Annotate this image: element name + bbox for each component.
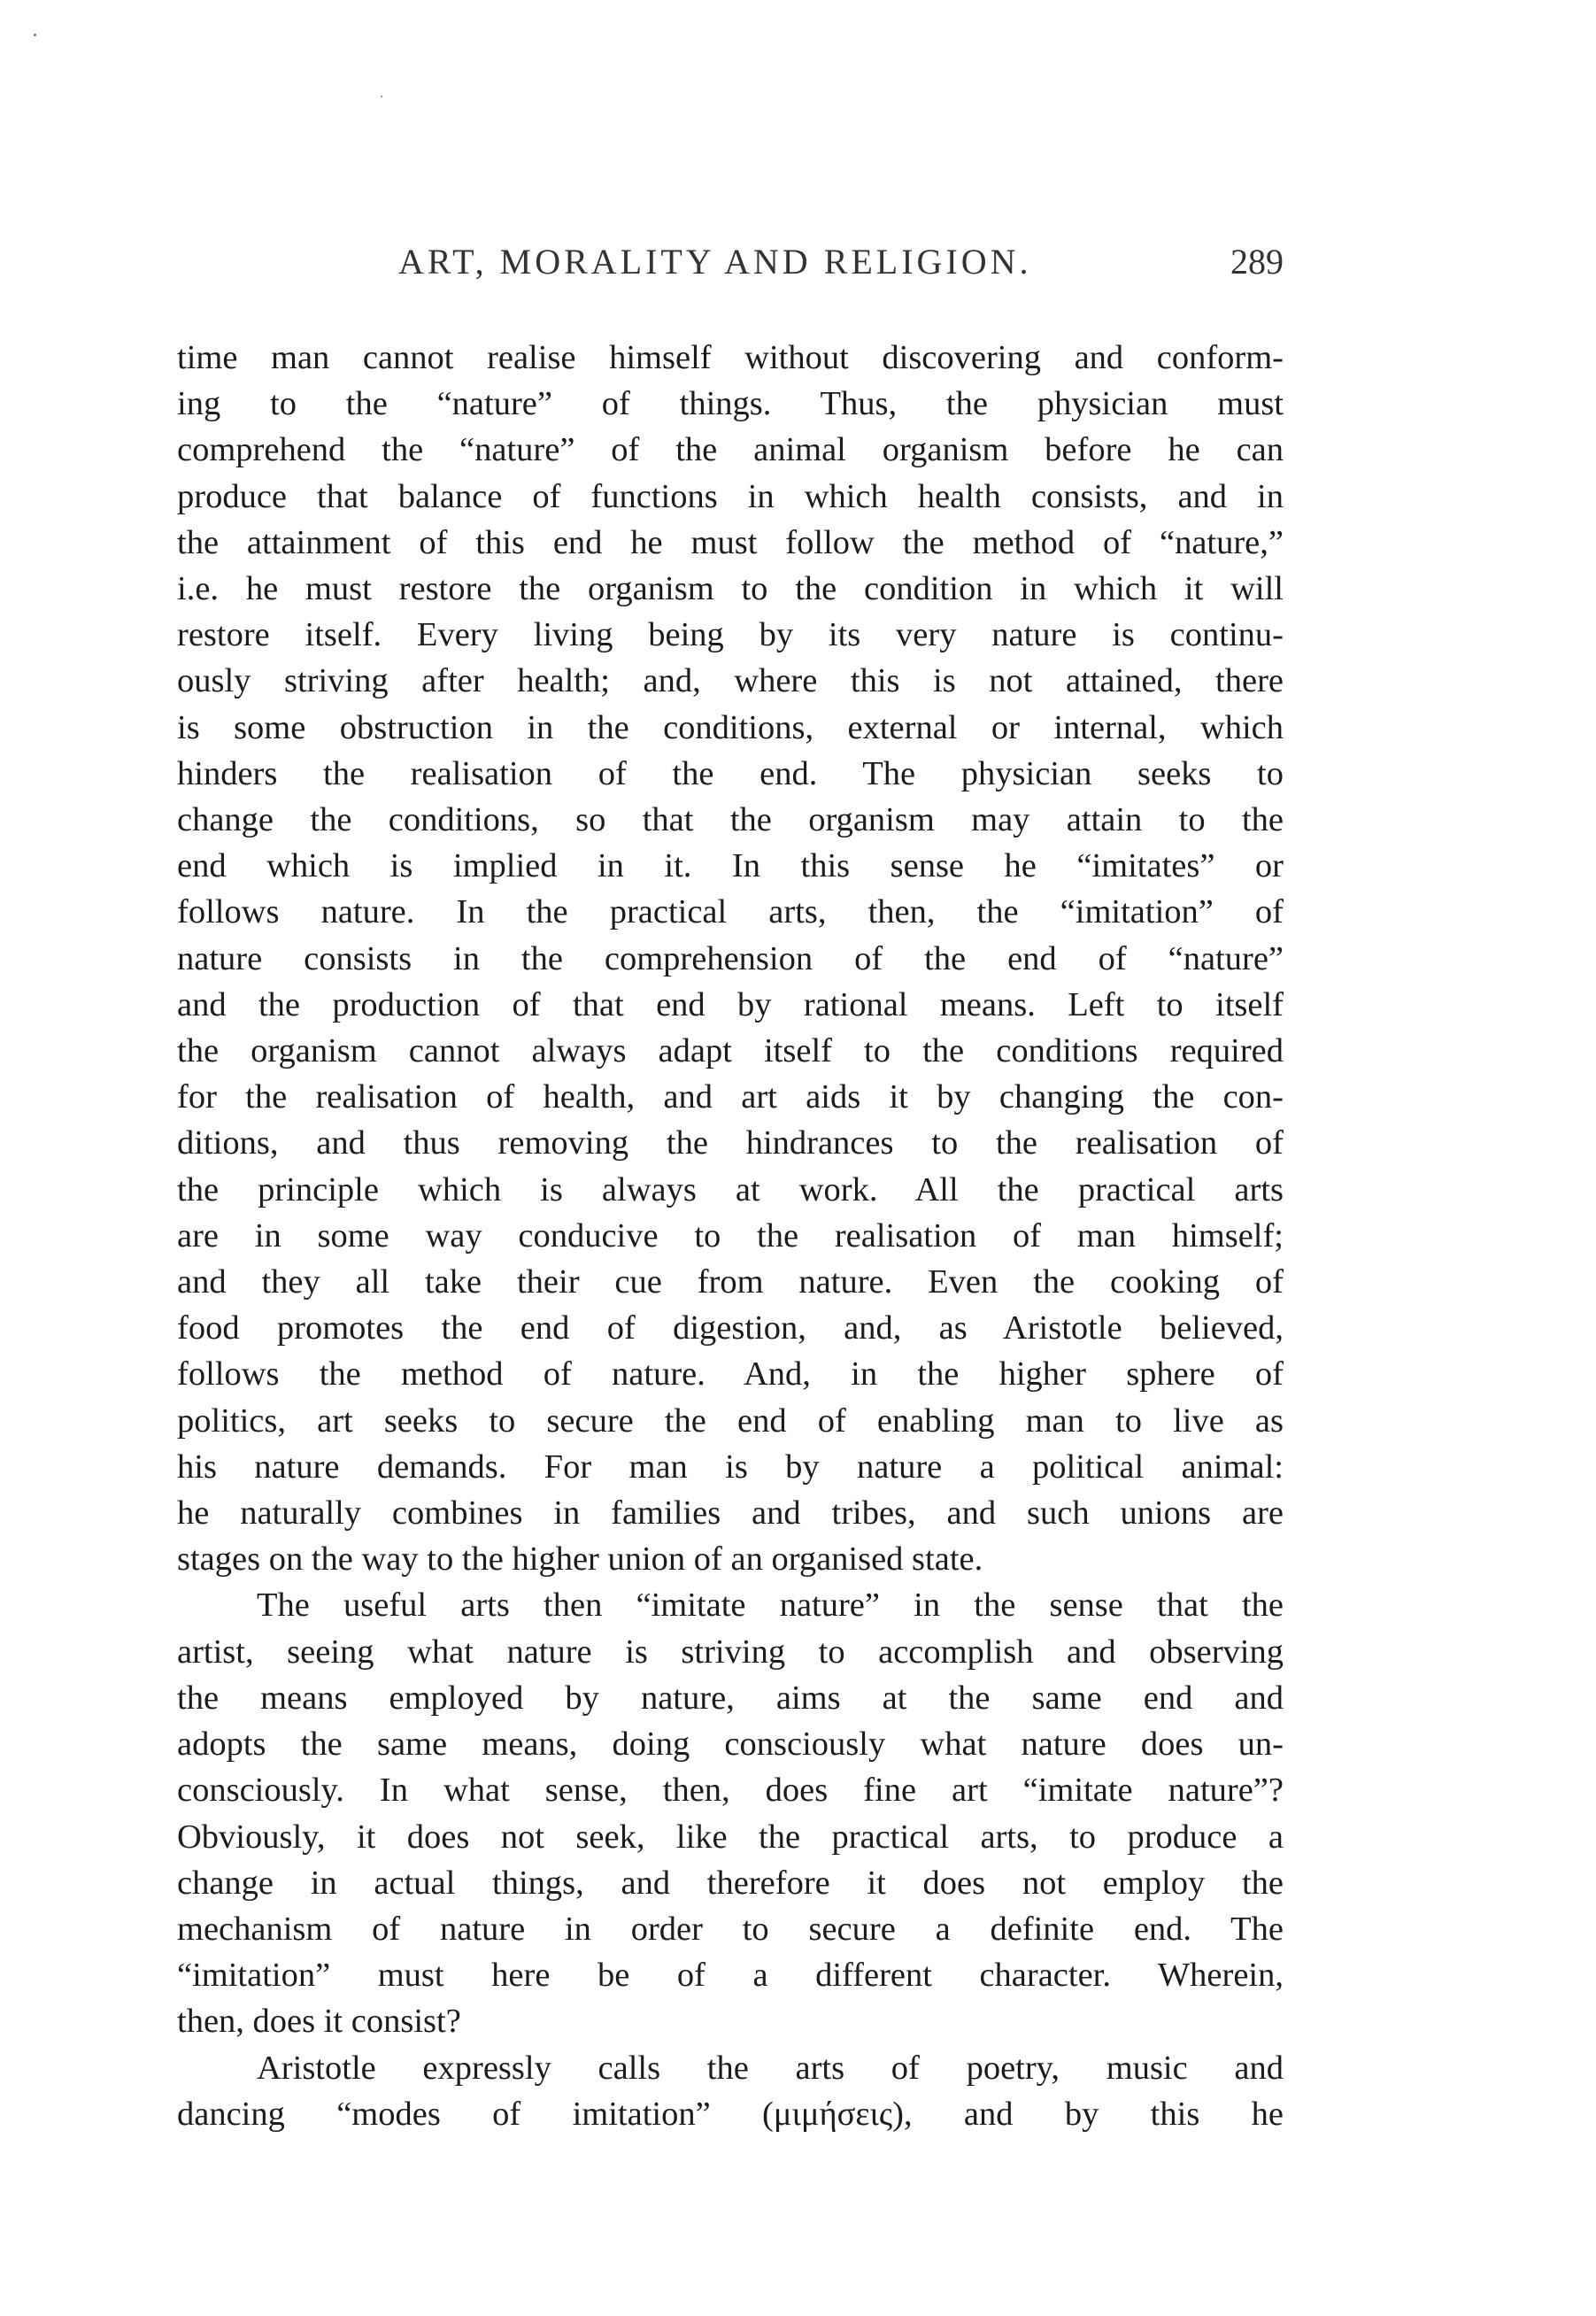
text-line: change in actual things, and therefore it does not employ the	[177, 1864, 1284, 1902]
text-line: food promotes the end of digestion, and, as Aristotle believed,	[177, 1309, 1284, 1347]
text-line: mechanism of nature in order to secure a definite end. The	[177, 1910, 1284, 1948]
text-line: produce that balance of functions in which health consists, and in	[177, 477, 1284, 515]
scan-speck	[34, 34, 36, 36]
text-line: ing to the “nature” of things. Thus, the physician must	[177, 385, 1284, 423]
text-line: then, does it consist?	[177, 2003, 461, 2041]
paragraph-start-line: Aristotle expressly calls the arts of poetry, music and	[257, 2049, 1284, 2087]
text-line: hinders the realisation of the end. The physician seeks to	[177, 754, 1284, 792]
text-line: for the realisation of health, and art aids it by changing the con-	[177, 1078, 1284, 1116]
scan-speck	[381, 96, 382, 97]
text-line: end which is implied in it. In this sense he “imitates” or	[177, 847, 1284, 885]
text-line: ditions, and thus removing the hindrances to the realisation of	[177, 1124, 1284, 1162]
text-line: artist, seeing what nature is striving to accomplish and observing	[177, 1633, 1284, 1671]
text-line: is some obstruction in the conditions, external or internal, which	[177, 708, 1284, 746]
paragraph-start-line: The useful arts then “imitate nature” in the sense that the	[257, 1586, 1284, 1625]
text-line: stages on the way to the higher union of an organised state.	[177, 1540, 983, 1579]
running-head: ART, MORALITY AND RELIGION.	[398, 242, 1032, 282]
text-line: ously striving after health; and, where this is not attained, there	[177, 662, 1284, 700]
text-line: the organism cannot always adapt itself to the conditions required	[177, 1032, 1284, 1070]
text-line: his nature demands. For man is by nature a political animal:	[177, 1448, 1284, 1486]
text-line: the attainment of this end he must follow the method of “nature,”	[177, 523, 1284, 561]
text-line: nature consists in the comprehension of the end of “nature”	[177, 939, 1284, 977]
text-line: are in some way conducive to the realisation of man himself;	[177, 1216, 1284, 1254]
text-line: comprehend the “nature” of the animal organism before he can	[177, 431, 1284, 469]
text-line: and they all take their cue from nature. Even the cooking of	[177, 1263, 1284, 1301]
text-line: the means employed by nature, aims at the same end and	[177, 1679, 1284, 1717]
text-line: “imitation” must here be of a different character. Wherein,	[177, 1957, 1284, 1995]
text-line: follows the method of nature. And, in the higher sphere of	[177, 1355, 1284, 1393]
text-line: he naturally combines in families and tribes, and such unions are	[177, 1494, 1284, 1532]
text-line: Obviously, it does not seek, like the practical arts, to produce a	[177, 1818, 1284, 1856]
text-line: and the production of that end by rational means. Left to itself	[177, 985, 1284, 1023]
text-line: i.e. he must restore the organism to the condition in which it will	[177, 570, 1284, 608]
text-line: change the conditions, so that the organism may attain to the	[177, 801, 1284, 839]
text-line: politics, art seeks to secure the end of enabling man to live as	[177, 1401, 1284, 1440]
text-line: time man cannot realise himself without discovering and conform-	[177, 339, 1284, 376]
text-line: dancing “modes of imitation” (μιμήσεις), and by this he	[177, 2095, 1284, 2133]
text-line: consciously. In what sense, then, does fine art “imitate nature”?	[177, 1772, 1284, 1810]
text-line: adopts the same means, doing consciously what nature does un-	[177, 1725, 1284, 1764]
text-line: restore itself. Every living being by its very nature is continu-	[177, 616, 1284, 654]
page-number: 289	[1230, 242, 1284, 282]
page-header	[177, 241, 1284, 294]
body-text	[177, 335, 1284, 2137]
text-line: follows nature. In the practical arts, then, the “imitation” of	[177, 893, 1284, 931]
text-line: the principle which is always at work. All the practical arts	[177, 1170, 1284, 1208]
